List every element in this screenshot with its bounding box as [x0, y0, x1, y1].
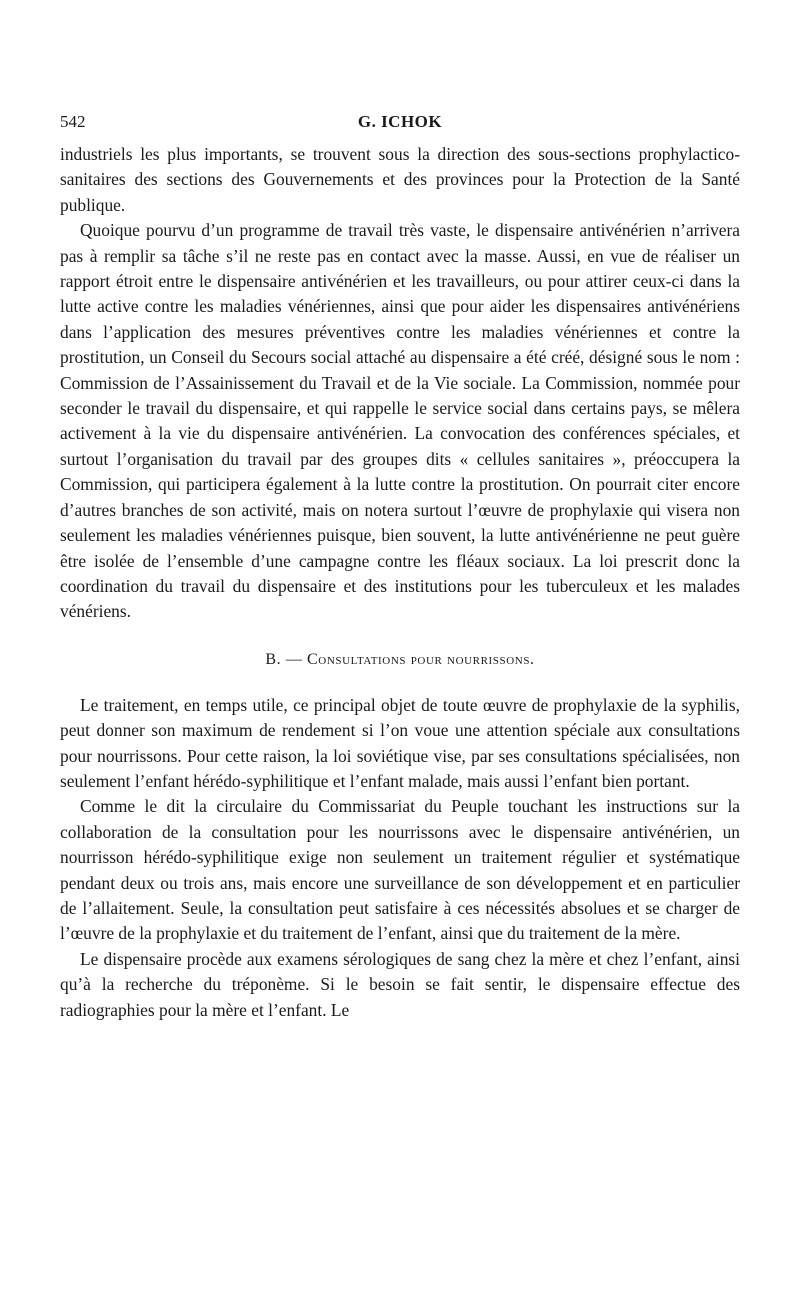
book-page [60, 112, 740, 1023]
page-number: 542 [60, 112, 86, 131]
page-header [60, 112, 740, 142]
body-text [60, 142, 740, 1023]
paragraph-circular: Comme le dit la circulaire du Commissariat du Peuple touchant les instructions sur la collaboration de la consultation pour les nourrissons avec le dispensaire antivénérien, un nourrisson hérédo-syphilitique exige non seulement un traitement régulier et systématique pendant deux ou trois ans, mais encore une surveillance de son développement et en particulier de l’allaitement. Seule, la consultation peut satisfaire à ces nécessités absolues et se charger de l’œuvre de la prophylaxie et du traitement de l’enfant, ainsi que du traitement de la mère. [60, 796, 740, 944]
section-heading: B. — Consultations pour nourrissons. [265, 650, 535, 668]
paragraph-treatment: Le traitement, en temps utile, ce principal objet de toute œuvre de prophylaxie de la syphilis, peut donner son maximum de rendement si l’on voue une attention spéciale aux consultations pour nourrissons. Pour cette raison, la loi soviétique vise, par ses consultations spécialisées, non seulement l’enfant hérédo-syphilitique et l’enfant malade, mais aussi l’enfant bien portant. [60, 694, 740, 791]
paragraph-dispensary-exams: Le dispensaire procède aux examens sérologiques de sang chez la mère et chez l’enfant, ainsi qu’à la recherche du tréponème. Si le besoin se fait sentir, le dispensaire effectue des radiographies pour la mère et l’enfant. Le [60, 948, 740, 1020]
paragraph-continuation: industriels les plus importants, se trouvent sous la direction des sous-sections prophylactico-sanitaires des sections des Gouvernements et des provinces pour la Protection de la Santé publique. [60, 144, 740, 215]
paragraph-commission: Quoique pourvu d’un programme de travail très vaste, le dispensaire antivénérien n’arrivera pas à remplir sa tâche s’il ne reste pas en contact avec la masse. Aussi, en vue de réaliser un rapport étroit entre le dispensaire antivénérien et les travailleurs, ou pour attirer ceux-ci dans la lutte active contre les maladies vénériennes, ainsi que pour aider les dispensaires antivénériens dans l’application des mesures préventives contre les maladies vénériennes et contre la prostitution, un Conseil du Secours social attaché au dispensaire a été créé, désigné sous le nom : Commission de l’Assainissement du Travail et de la Vie sociale. La Commission, nommée pour seconder le travail du dispensaire, et qui rappelle le service social dans certains pays, se mêlera activement à la vie du dispensaire antivénérien. La convocation des conférences spéciales, et surtout l’organisation du travail par des groupes dits « cellules sanitaires », préoccupera la Commission, qui participera également à la lutte contre la prostitution. On pourrait citer encore d’autres branches de son activité, mais on notera surtout l’œuvre de prophylaxie qui visera non seulement les maladies vénériennes puisque, bien souvent, la lutte antivénérienne ne peut guère être isolée de l’ensemble d’une campagne contre les fléaux sociaux. La loi prescrit donc la coordination du travail du dispensaire et des institutions pour les tuberculeux et les malades vénériens. [60, 220, 740, 622]
running-head-author: G. ICHOK [357, 112, 443, 131]
